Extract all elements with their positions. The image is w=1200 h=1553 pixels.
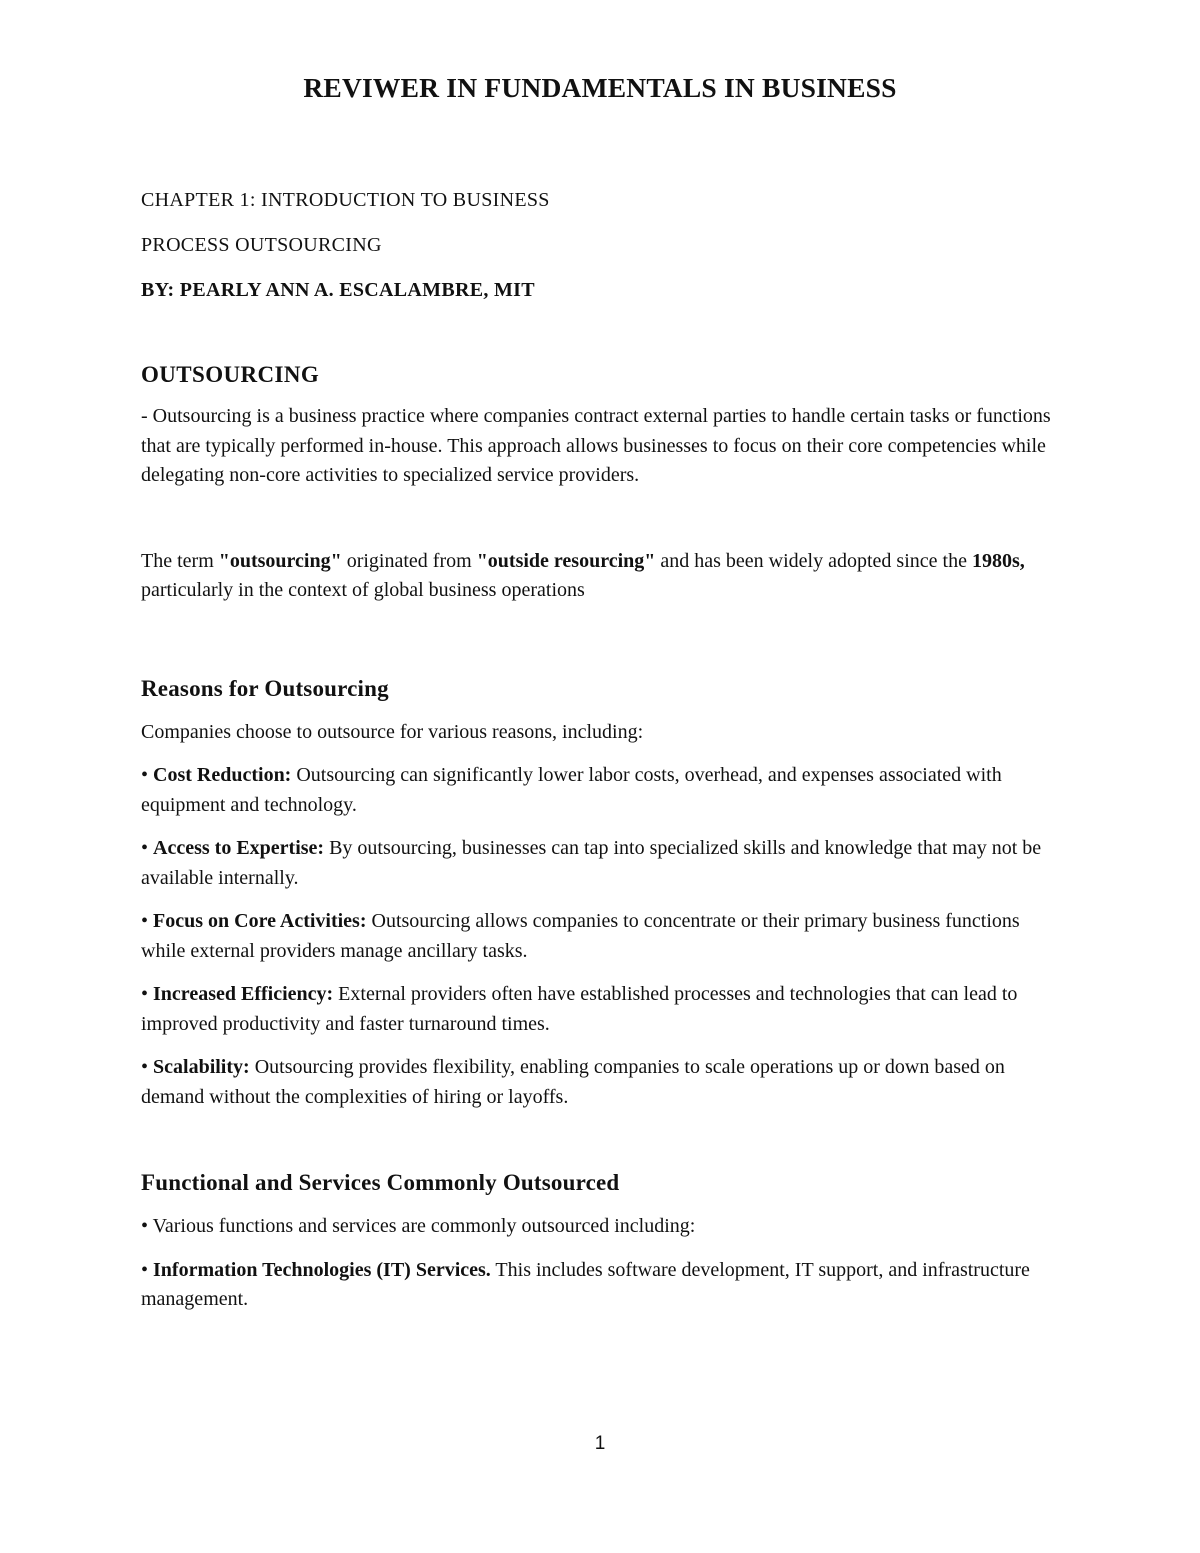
- reason-item: [141, 907, 1061, 966]
- outsourcing-term-paragraph: [141, 547, 1061, 606]
- functional-list: [141, 1256, 1061, 1315]
- reason-item: [141, 761, 1061, 820]
- bullet-glyph: •: [141, 910, 149, 932]
- reason-text: By outsourcing, businesses can tap into specialized skills and knowledge that may not be available internally.: [141, 837, 1042, 889]
- page-number: 1: [594, 1433, 606, 1454]
- term-bold-outside-resourcing: "outside resourcing": [476, 549, 656, 572]
- bullet-glyph: •: [141, 1215, 149, 1237]
- functional-item: [141, 1256, 1061, 1315]
- reasons-list: [141, 761, 1061, 1112]
- term-bold-outsourcing: "outsourcing": [218, 549, 342, 572]
- reasons-intro: Companies choose to outsource for various reasons, including:: [141, 720, 644, 743]
- term-text-3: and has been widely adopted since the: [655, 549, 972, 572]
- term-text-1: The term: [141, 549, 219, 572]
- functional-heading: Functional and Services Commonly Outsourced: [141, 1170, 620, 1195]
- functional-intro: [141, 1212, 1061, 1242]
- outsourcing-heading: OUTSOURCING: [141, 362, 320, 387]
- document-title: REVIWER IN FUNDAMENTALS IN BUSINESS: [303, 72, 897, 103]
- reason-lead: Scalability:: [153, 1056, 250, 1078]
- functional-lead: Information Technologies (IT) Services.: [153, 1258, 491, 1281]
- functional-text: This includes software development, IT support, and infrastructure management.: [141, 1258, 1030, 1310]
- term-bold-1980s: 1980s,: [971, 549, 1025, 572]
- document-body: [141, 185, 1061, 1329]
- reason-lead: Increased Efficiency:: [153, 983, 334, 1005]
- reason-text: External providers often have established processes and technologies that can lead to improved productivity and faster turnaround times.: [141, 983, 1018, 1035]
- term-text-2: originated from: [341, 549, 477, 572]
- outsourcing-definition: - Outsourcing is a business practice where companies contract external parties to handle certain tasks or functions that are typically performed in-house. This approach allows businesses to focus on their core competencies while delegating non-core activities to specialized service providers.: [141, 405, 1051, 486]
- bullet-glyph: •: [141, 1056, 149, 1078]
- reason-lead: Cost Reduction:: [153, 764, 292, 786]
- bullet-glyph: •: [141, 764, 149, 786]
- bullet-glyph: •: [141, 837, 149, 859]
- functional-intro-text: Various functions and services are commonly outsourced including:: [148, 1215, 696, 1237]
- reason-item: [141, 834, 1061, 893]
- reason-text: Outsourcing can significantly lower labor costs, overhead, and expenses associated with equipment and technology.: [141, 764, 1002, 816]
- reason-lead: Focus on Core Activities:: [153, 910, 367, 932]
- bullet-glyph: •: [141, 983, 149, 1005]
- bullet-glyph: •: [141, 1258, 149, 1281]
- author-line: BY: PEARLY ANN A. ESCALAMBRE, MIT: [141, 279, 535, 301]
- reason-lead: Access to Expertise:: [153, 837, 325, 859]
- reason-item: [141, 1053, 1061, 1112]
- reason-text: Outsourcing provides flexibility, enabling companies to scale operations up or down based on demand without the complexities of hiring or layoffs.: [141, 1056, 1005, 1108]
- reason-text: Outsourcing allows companies to concentrate or their primary business functions while external providers manage ancillary tasks.: [141, 910, 1020, 962]
- reason-item: [141, 980, 1061, 1039]
- term-text-4: particularly in the context of global business operations: [141, 579, 585, 601]
- topic-line: PROCESS OUTSOURCING: [141, 234, 382, 256]
- chapter-line: CHAPTER 1: INTRODUCTION TO BUSINESS: [141, 189, 550, 211]
- reasons-heading: Reasons for Outsourcing: [141, 675, 389, 701]
